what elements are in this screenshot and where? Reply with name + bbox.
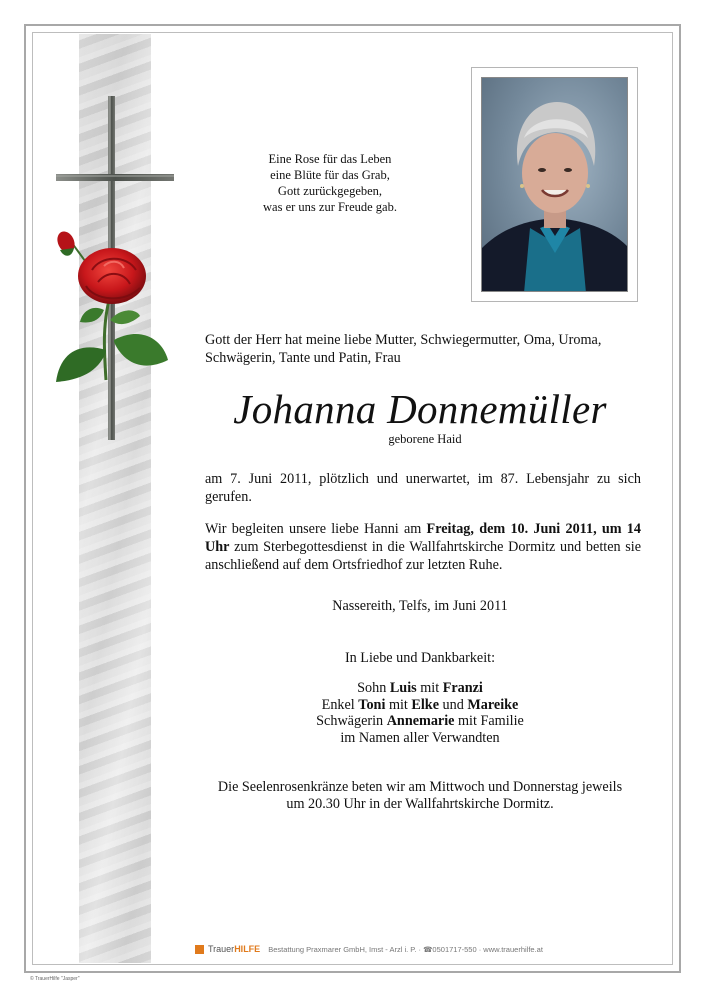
family-list [230, 680, 610, 746]
poem-line: was er uns zur Freude gab. [263, 200, 397, 214]
name: Mareike [467, 696, 519, 713]
portrait-photo [481, 77, 628, 292]
intro-text: Gott der Herr hat meine liebe Mutter, Schwiegermutter, Oma, Uroma, Schwägerin, Tante und Patin, Frau [205, 332, 602, 366]
family-grandchildren [230, 697, 610, 714]
deceased-name: Johanna Donnemüller [233, 386, 607, 432]
portrait-frame [471, 67, 638, 302]
funeral-details [205, 520, 641, 574]
name: Elke [411, 696, 439, 713]
rosary-line: um 20.30 Uhr in der Wallfahrtskirche Dormitz. [286, 796, 554, 812]
label: Schwägerin [316, 713, 387, 729]
family-sister-in-law [230, 713, 610, 730]
poem [220, 151, 440, 215]
portrait-woman-icon [482, 78, 628, 292]
rosary-line: Die Seelenrosenkränze beten wir am Mittwoch und Donnerstag jeweils [217, 779, 623, 795]
name: Annemarie [386, 713, 455, 729]
funeral-date-time: Freitag, dem 10. Juni 2011, um 14 Uhr [205, 521, 641, 555]
brand-part: Trauer [208, 944, 235, 954]
family-son [230, 680, 610, 697]
footer-text: Bestattung Praxmarer GmbH, Imst - Arzl i. P. · ☎0501717-550 · www.trauerhilfe.at [268, 944, 543, 954]
trauerhilfe-logo-icon [195, 945, 204, 954]
name: Franzi [442, 680, 483, 696]
thanks-heading: In Liebe und Dankbarkeit: [344, 650, 496, 666]
label: Sohn [357, 680, 390, 696]
rosary-notice [190, 779, 650, 813]
footer [195, 942, 595, 956]
poem-line: eine Blüte für das Grab, [270, 168, 390, 182]
maiden-name: geborene Haid [388, 432, 462, 446]
label: Enkel [321, 696, 359, 713]
family-relatives: im Namen aller Verwandten [340, 729, 500, 746]
brand-name [208, 944, 264, 954]
poem-line: Eine Rose für das Leben [268, 152, 392, 166]
label: mit [416, 680, 443, 696]
brand-part: HILFE [234, 944, 261, 954]
name: Luis [389, 680, 417, 696]
death-notice: am 7. Juni 2011, plötzlich und unerwartet, im 87. Lebensjahr zu sich gerufen. [205, 471, 641, 505]
label: und [439, 696, 468, 713]
cross-with-rose-icon [40, 90, 180, 450]
copyright: © TrauerHilfe "Jasper" [30, 976, 80, 982]
label: mit Familie [454, 713, 524, 729]
place-date: Nassereith, Telfs, im Juni 2011 [332, 598, 508, 614]
funeral-text-b: zum Sterbegottesdienst in die Wallfahrtskirche Dormitz und betten sie anschließend auf dem Ortsfriedhof zur letzten Ruhe. [205, 539, 641, 573]
funeral-text-a: Wir begleiten unsere liebe Hanni am [205, 521, 427, 537]
name: Toni [358, 696, 386, 713]
label: mit [385, 696, 412, 713]
poem-line: Gott zurückgegeben, [277, 184, 383, 198]
